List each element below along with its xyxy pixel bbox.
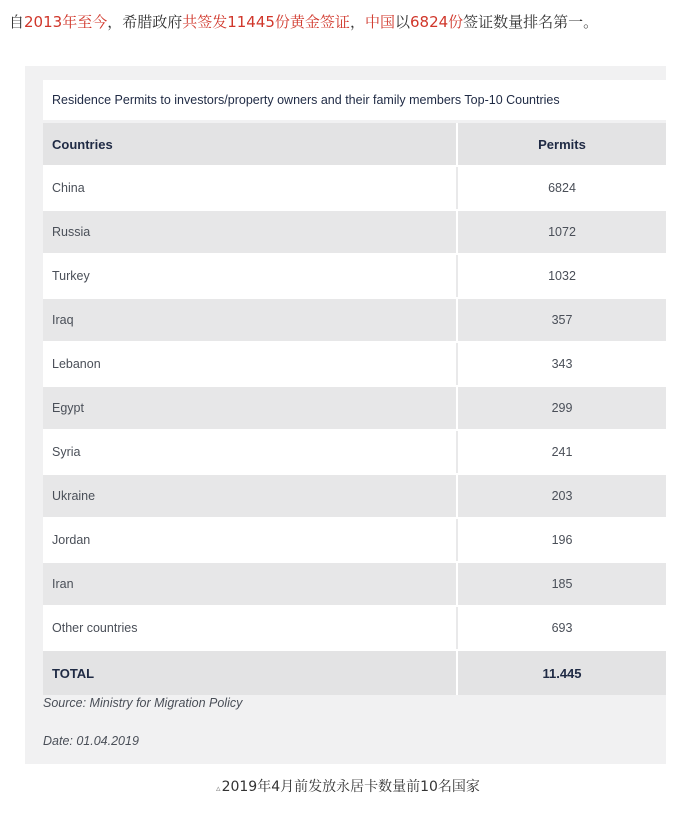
total-label: TOTAL bbox=[43, 651, 458, 695]
country-cell: Other countries bbox=[43, 607, 458, 649]
table-row bbox=[43, 475, 666, 519]
country-cell: Iraq bbox=[43, 299, 458, 341]
intro-text-5: 签证数量排名第一。 bbox=[463, 13, 599, 31]
country-cell: Iran bbox=[43, 563, 458, 605]
table-row bbox=[43, 211, 666, 255]
intro-highlight-china-count: 6824份 bbox=[409, 13, 464, 31]
intro-text-1: 自 bbox=[9, 13, 25, 31]
permits-cell: 357 bbox=[551, 313, 573, 327]
total-value: 11.445 bbox=[542, 665, 582, 681]
table-row bbox=[43, 607, 666, 651]
caption-text: 2019年4月前发放永居卡数量前10名国家 bbox=[221, 779, 480, 795]
table-row bbox=[43, 387, 666, 431]
table-title: Residence Permits to investors/property owners and their family members Top-10 Countries bbox=[43, 80, 666, 120]
country-cell: Jordan bbox=[43, 519, 458, 561]
intro-text-4: 以 bbox=[394, 13, 410, 31]
country-cell: Lebanon bbox=[43, 343, 458, 385]
permits-cell: 241 bbox=[551, 445, 573, 459]
table-row bbox=[43, 167, 666, 211]
intro-highlight-years: 2013年至今 bbox=[24, 13, 108, 31]
permits-cell: 299 bbox=[551, 401, 573, 415]
country-cell: Syria bbox=[43, 431, 458, 473]
table-source: Source: Ministry for Migration Policy bbox=[43, 696, 243, 710]
intro-text-2: ，希腊政府 bbox=[107, 13, 183, 31]
table-row bbox=[43, 431, 666, 475]
intro-text-3: ， bbox=[349, 13, 365, 31]
country-cell: Ukraine bbox=[43, 475, 458, 517]
country-cell: China bbox=[43, 167, 458, 209]
intro-highlight-total: 共签发11445份黄金签证 bbox=[182, 13, 350, 31]
country-cell: Russia bbox=[43, 211, 458, 253]
intro-highlight-china: 中国 bbox=[364, 13, 395, 31]
permits-cell: 1072 bbox=[548, 225, 576, 239]
header-countries: Countries bbox=[43, 123, 458, 165]
permits-cell: 1032 bbox=[548, 269, 576, 283]
permits-table bbox=[43, 123, 666, 695]
permits-cell: 693 bbox=[551, 621, 573, 635]
image-caption bbox=[0, 776, 696, 796]
permits-cell: 185 bbox=[551, 577, 573, 591]
permits-cell: 343 bbox=[551, 357, 573, 371]
table-row bbox=[43, 519, 666, 563]
intro-paragraph bbox=[9, 11, 689, 33]
country-cell: Egypt bbox=[43, 387, 458, 429]
table-row bbox=[43, 563, 666, 607]
permits-cell: 203 bbox=[551, 489, 573, 503]
table-header-row bbox=[43, 123, 666, 167]
caption-triangle-icon: ▵ bbox=[216, 784, 221, 794]
header-permits: Permits bbox=[538, 136, 586, 152]
table-row bbox=[43, 299, 666, 343]
table-row bbox=[43, 343, 666, 387]
table-row bbox=[43, 255, 666, 299]
permits-table-image bbox=[25, 66, 666, 764]
permits-cell: 6824 bbox=[548, 181, 576, 195]
country-cell: Turkey bbox=[43, 255, 458, 297]
table-date: Date: 01.04.2019 bbox=[43, 734, 139, 748]
table-total-row bbox=[43, 651, 666, 695]
permits-cell: 196 bbox=[551, 533, 573, 547]
